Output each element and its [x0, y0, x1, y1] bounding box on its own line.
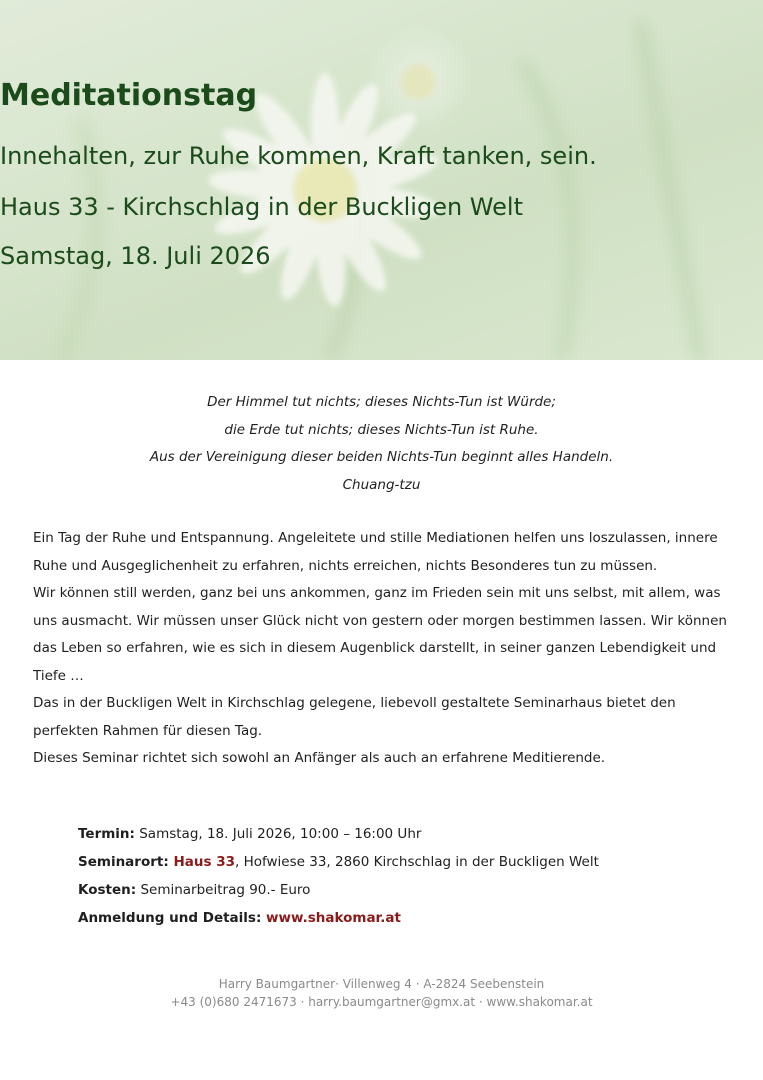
- detail-value: Samstag, 18. Juli 2026, 10:00 – 16:00 Uhr: [134, 826, 422, 842]
- detail-termin: [78, 820, 599, 848]
- header-banner: [0, 0, 763, 360]
- detail-value: , Hofwiese 33, 2860 Kirchschlag in der Buckligen Welt: [235, 854, 599, 870]
- venue-heading: Haus 33 - Kirchschlag in der Buckligen Welt: [0, 193, 523, 221]
- footer-contact: +43 (0)680 2471673 · harry.baumgartner@gmx.at · www.shakomar.at: [170, 995, 593, 1009]
- detail-label: Seminarort:: [78, 854, 169, 870]
- description-paragraph: Dieses Seminar richtet sich sowohl an Anfänger als auch an erfahrene Meditierende.: [33, 750, 606, 766]
- page-title: Meditationstag: [0, 78, 258, 113]
- description-paragraph: Wir können still werden, ganz bei uns ankommen, ganz im Frieden sein mit uns selbst, mit allem, was uns ausmacht. Wir müssen unser Glück nicht von gestern oder morgen bestimmen lassen. Wir können das Leben so erfahren, wie es sich in diesem Augenblick darstellt, in seiner ganzen Lebendigkeit und Tiefe …: [33, 585, 727, 684]
- contact-footer: [0, 975, 763, 1011]
- date-heading: Samstag, 18. Juli 2026: [0, 242, 271, 270]
- daisy-background-image: [0, 0, 763, 360]
- detail-seminarort: [78, 848, 599, 876]
- venue-link[interactable]: Haus 33: [168, 854, 235, 870]
- detail-kosten: [78, 876, 599, 904]
- quote-author: Chuang-tzu: [342, 476, 421, 493]
- quote-line: Aus der Vereinigung dieser beiden Nichts-Tun beginnt alles Handeln.: [149, 449, 614, 465]
- quote-line: Der Himmel tut nichts; dieses Nichts-Tun ist Würde;: [207, 394, 556, 410]
- footer-address: Harry Baumgartner· Villenweg 4 · A-2824 Seebenstein: [218, 977, 545, 991]
- detail-label: Kosten:: [78, 882, 137, 898]
- quote-line: die Erde tut nichts; dieses Nichts-Tun ist Ruhe.: [224, 421, 539, 438]
- description-paragraph: Das in der Buckligen Welt in Kirchschlag gelegene, liebevoll gestaltete Seminarhaus bietet den perfekten Rahmen für diesen Tag.: [33, 695, 676, 739]
- page-subtitle: Innehalten, zur Ruhe kommen, Kraft tanken, sein.: [0, 142, 597, 170]
- website-link[interactable]: www.shakomar.at: [261, 910, 401, 926]
- description-text: [33, 525, 733, 773]
- detail-label: Anmeldung und Details:: [78, 910, 262, 926]
- detail-anmeldung: [78, 904, 599, 932]
- quote-block: [0, 389, 763, 499]
- detail-value: Seminarbeitrag 90.- Euro: [136, 882, 311, 898]
- detail-label: Termin:: [78, 826, 135, 842]
- description-paragraph: Ein Tag der Ruhe und Entspannung. Angeleitete und stille Mediationen helfen uns loszulassen, innere Ruhe und Ausgeglichenheit zu erfahren, nichts erreichen, nichts Besonderes tun zu müssen.: [33, 530, 718, 574]
- event-details: [78, 820, 599, 932]
